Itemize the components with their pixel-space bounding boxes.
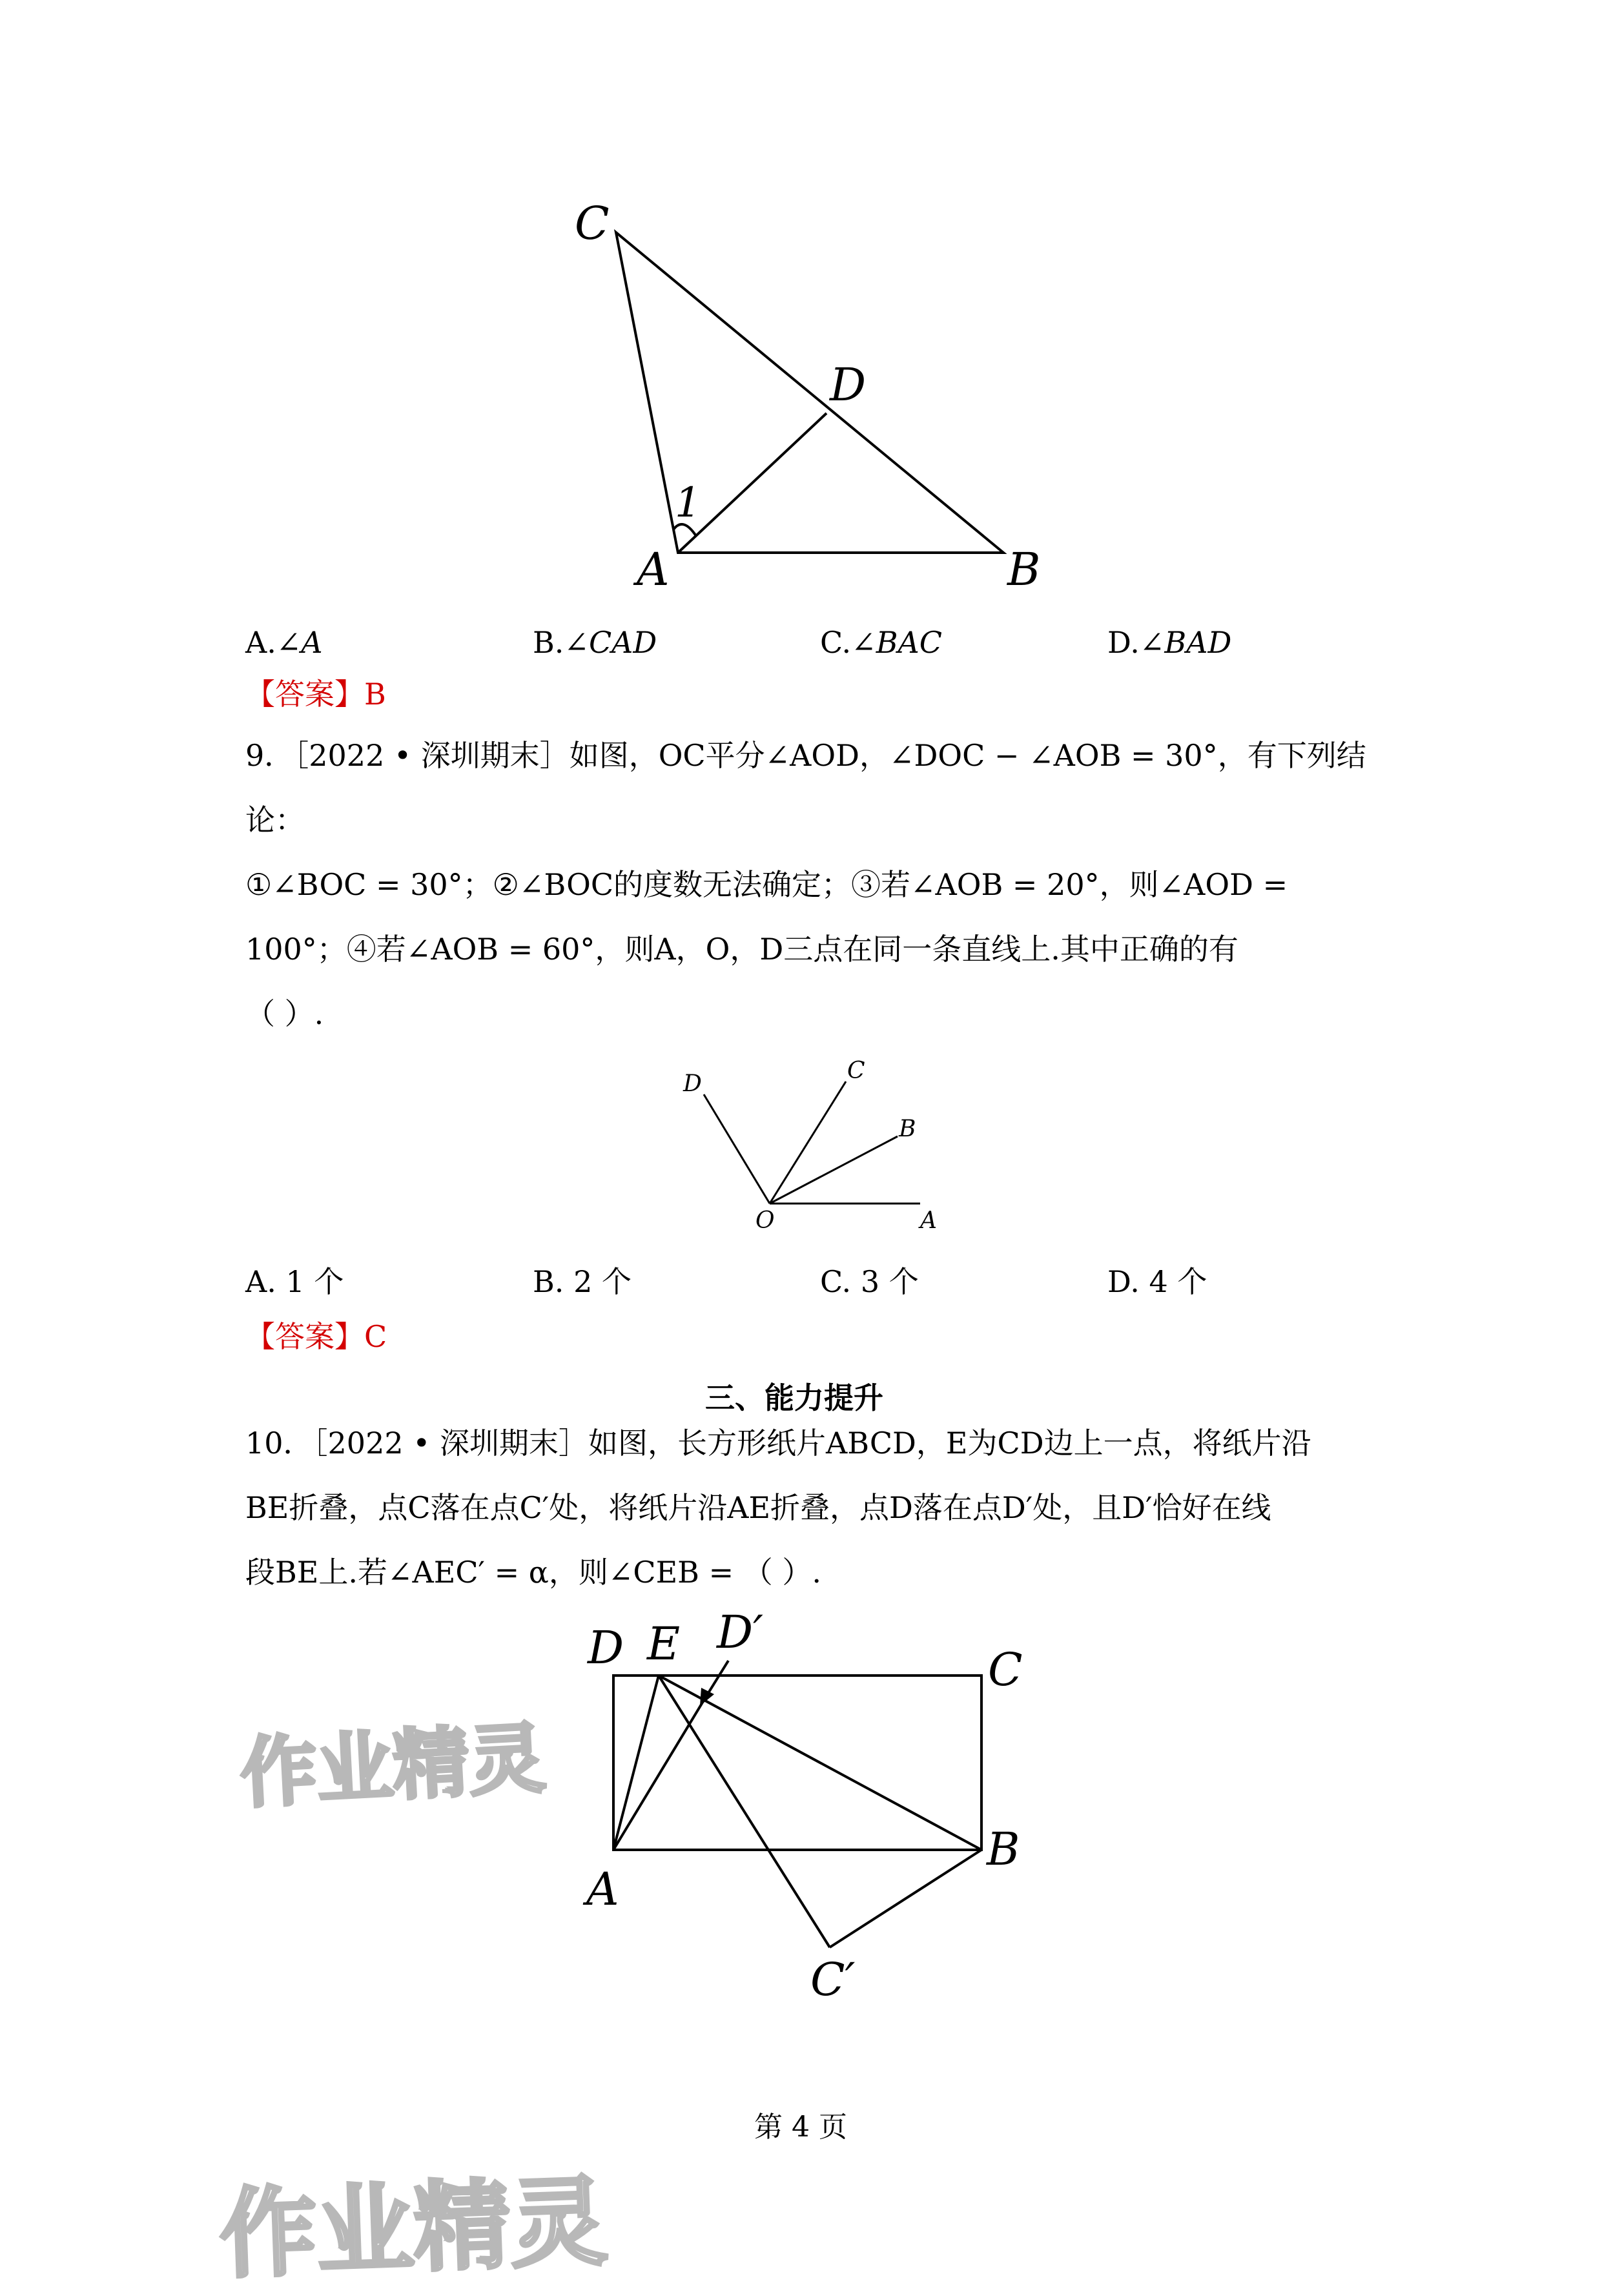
label-c: C [988, 1643, 1023, 1696]
watermark-bottom: 作业精灵 [218, 2166, 610, 2292]
q9-line-5: （ ）. [245, 996, 324, 1031]
q8-option-c[interactable]: C.∠BAC [820, 625, 942, 660]
rays-figure [659, 1046, 981, 1240]
q9-option-c[interactable]: C. 3 个 [820, 1264, 919, 1299]
q8-option-b[interactable]: B.∠CAD [533, 625, 657, 660]
segment-ad-prime [613, 1698, 705, 1850]
section-title: 三、能力提升 [705, 1380, 883, 1415]
q10-line-2: BE折叠，点C落在点C′处，将纸片沿AE折叠，点D落在点D′处，且D′恰好在线 [245, 1490, 1271, 1525]
watermark-middle: 作业精灵 [238, 1713, 548, 1819]
label-d: D [588, 1621, 624, 1674]
q8-option-d[interactable]: D.∠BAD [1107, 625, 1232, 660]
q9-option-a[interactable]: A. 1 个 [245, 1264, 344, 1299]
label-b: B [1007, 543, 1041, 596]
segment-be [659, 1676, 981, 1850]
label-o: O [755, 1207, 775, 1234]
q9-option-d[interactable]: D. 4 个 [1107, 1264, 1207, 1299]
label-c: C [575, 197, 610, 250]
segment-bc-prime [830, 1850, 981, 1947]
label-b: B [987, 1823, 1020, 1876]
ray-od [704, 1094, 770, 1204]
q10-line-1: 10．［2022 • 深圳期末］如图，长方形纸片ABCD，E为CD边上一点，将纸片沿 [245, 1426, 1311, 1461]
label-c-prime: C′ [810, 1953, 856, 2006]
q8-answer: 【答案】B [245, 677, 386, 712]
triangle-figure [575, 194, 1059, 607]
q9-line-1: 9．［2022 • 深圳期末］如图，OC平分∠AOD，∠DOC − ∠AOB = 30°，有下列结 [245, 738, 1366, 773]
label-a: A [920, 1207, 937, 1234]
label-d: D [830, 358, 867, 411]
q9-line-3: ①∠BOC = 30°；②∠BOC的度数无法确定；③若∠AOB = 20°，则∠AOD = [245, 867, 1288, 902]
label-angle-1: 1 [675, 479, 701, 527]
label-b: B [899, 1116, 916, 1142]
triangle-abc [616, 232, 1003, 553]
label-a: A [637, 543, 670, 596]
q8-option-a[interactable]: A.∠A [245, 625, 323, 660]
q9-line-4: 100°；④若∠AOB = 60°，则A，O，D三点在同一条直线上.其中正确的有 [245, 932, 1238, 967]
ray-oc [770, 1081, 846, 1204]
label-a: A [586, 1863, 619, 1916]
q9-option-b[interactable]: B. 2 个 [533, 1264, 632, 1299]
segment-ec-prime [659, 1676, 830, 1947]
page-number: 第 4 页 [754, 2111, 847, 2144]
rectangle-abcd [613, 1676, 981, 1850]
label-d-prime: D′ [717, 1606, 764, 1659]
label-c: C [847, 1058, 865, 1084]
segment-ae [613, 1676, 659, 1850]
folded-rectangle-figure [568, 1608, 1059, 2021]
q9-line-2: 论： [245, 803, 305, 837]
ray-ob [770, 1136, 898, 1204]
label-d: D [683, 1071, 702, 1097]
q9-answer: 【答案】C [245, 1319, 387, 1354]
q10-line-3: 段BE上.若∠AEC′ = α，则∠CEB = （ ）. [245, 1555, 821, 1590]
label-e: E [647, 1617, 681, 1670]
